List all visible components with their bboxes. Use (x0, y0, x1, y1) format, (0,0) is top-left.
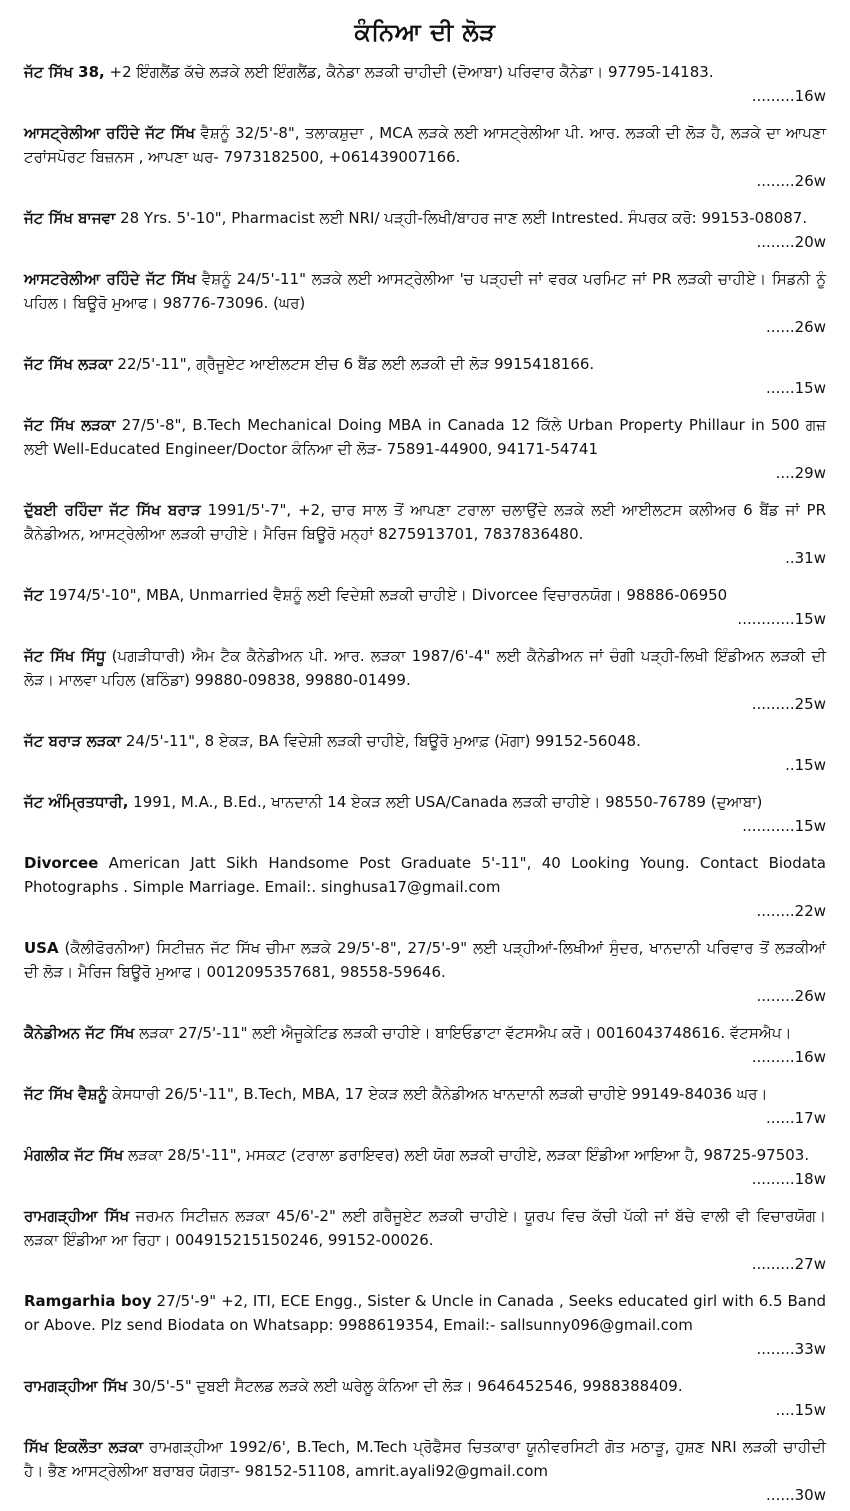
ad-lead: ਜੱਟ ਸਿੱਖ ਲੜਕਾ (24, 355, 113, 373)
ad-entry (24, 1374, 826, 1422)
ad-lead: ਆਸਟਰੇਲੀਆ ਰਹਿੰਦੇ ਜੱਟ ਸਿੱਖ (24, 270, 197, 288)
ad-word-count: ........26w (751, 987, 827, 1005)
ad-text: 1974/5'-10", MBA, Unmarried ਵੈਸ਼ਨੂੰ ਲਈ ਵਿਦੇਸ਼ੀ ਲੜਕੀ ਚਾਹੀਏ। Divorcee ਵਿਚਾਰਨਯੋਗ। 98886-06950 (43, 586, 728, 604)
ad-entry (24, 267, 826, 339)
ad-lead: ਕੈਨੇਡੀਅਨ ਜੱਟ ਸਿੱਖ (24, 1024, 135, 1042)
ad-text: ਲੜਕਾ 28/5'-11", ਮਸਕਟ (ਟਰਾਲਾ ਡਰਾਇਵਰ) ਲਈ ਯੋਗ ਲੜਕੀ ਚਾਹੀਏ, ਲੜਕਾ ਇੰਡੀਆ ਆਇਆ ਹੈ, 98725-97503. (123, 1146, 810, 1164)
ad-entry (24, 1435, 826, 1507)
ad-text: ਕੇਸਧਾਰੀ 26/5'-11", B.Tech, MBA, 17 ਏਕੜ ਲਈ ਕੈਨੇਡੀਅਨ ਖਾਨਦਾਨੀ ਲੜਕੀ ਚਾਹੀਏ 99149-84036 ਘਰ। (107, 1085, 768, 1103)
ad-word-count: .........18w (746, 1170, 826, 1188)
ad-word-count: ........20w (751, 233, 827, 251)
ad-word-count: .........16w (746, 1048, 826, 1066)
ad-text: ਵੈਸ਼ਨੂੰ 24/5'-11" ਲੜਕੇ ਲਈ ਆਸਟ੍ਰੇਲੀਆ 'ਚ ਪੜ੍ਹਦੀ ਜਾਂ ਵਰਕ ਪਰਮਿਟ ਜਾਂ PR ਲੜਕੀ ਚਾਹੀਏ। ਸਿਡਨੀ ਨੂੰ ਪਹਿਲ। ਬਿਊਰੋ ਮੁਆਫ। 98776-73096. (ਘਰ) (24, 270, 826, 312)
ad-text: 27/5'-9" +2, ITI, ECE Engg., Sister & Uncle in Canada , Seeks educated girl with 6.5 Band or Above. Plz send Biodata on Whatsapp: 9988619354, Email:- sallsunny096@gmail.com (24, 1292, 826, 1334)
ad-lead: Ramgarhia boy (24, 1292, 152, 1310)
ad-word-count: .........16w (746, 87, 826, 105)
ad-entry (24, 498, 826, 570)
ad-lead: USA (24, 939, 59, 957)
ad-text: 1991/5'-7", +2, ਚਾਰ ਸਾਲ ਤੋਂ ਆਪਣਾ ਟਰਾਲਾ ਚਲਾਉਂਦੇ ਲੜਕੇ ਲਈ ਆਈਲਟਸ ਕਲੀਅਰ 6 ਬੈਂਡ ਜਾਂ PR ਕੈਨੇਡੀਅਨ, ਆਸਟ੍ਰੇਲੀਆ ਲੜਕੀ ਚਾਹੀਏ। ਮੈਰਿਜ ਬਿਊਰੋ ਮਨ੍ਹਾਂ 8275913701, 7837836480. (24, 501, 826, 543)
ad-text: 27/5'-8", B.Tech Mechanical Doing MBA in Canada 12 ਕਿੱਲੇ Urban Property Phillaur in 500 ਗਜ਼ ਲਈ Well-Educated Engineer/Doctor ਕੰਨਿਆ ਦੀ ਲੋੜ- 75891-44900, 94171-54741 (24, 416, 827, 458)
ad-entry (24, 60, 826, 108)
ad-word-count: ....15w (770, 1401, 826, 1419)
ad-entry (24, 1082, 826, 1130)
ad-text: ਜਰਮਨ ਸਿਟੀਜ਼ਨ ਲੜਕਾ 45/6'-2" ਲਈ ਗਰੈਜੂਏਟ ਲੜਕੀ ਚਾਹੀਏ। ਯੂਰਪ ਵਿਚ ਕੱਚੀ ਪੱਕੀ ਜਾਂ ਬੱਚੇ ਵਾਲੀ ਵੀ ਵਿਚਾਰਯੋਗ। ਲੜਕਾ ਇੰਡੀਆ ਆ ਰਿਹਾ। 004915215150246, 99152-00026. (24, 1207, 826, 1249)
ad-entry (24, 1204, 826, 1276)
ad-text: +2 ਇੰਗਲੈਂਡ ਕੱਚੇ ਲੜਕੇ ਲਈ ਇੰਗਲੈਂਡ, ਕੈਨੇਡਾ ਲੜਕੀ ਚਾਹੀਦੀ (ਦੋਆਬਾ) ਪਰਿਵਾਰ ਕੈਨੇਡਾ। 97795-14183. (104, 63, 714, 81)
ad-lead: ਜੱਟ ਸਿੱਖ ਸਿੱਧੂ (24, 647, 106, 665)
ad-text: 24/5'-11", 8 ਏਕੜ, BA ਵਿਦੇਸ਼ੀ ਲੜਕੀ ਚਾਹੀਏ, ਬਿਊਰੋ ਮੁਆਫ਼ (ਮੋਗਾ) 99152-56048. (121, 732, 641, 750)
ad-entry (24, 206, 826, 254)
ad-lead: ਜੱਟ ਬਰਾੜ ਲੜਕਾ (24, 732, 122, 750)
ad-entry (24, 1021, 826, 1069)
ad-lead: ਜੱਟ ਸਿੱਖ 38, (24, 63, 105, 81)
ad-entry (24, 1289, 826, 1361)
ad-text: ਰਾਮਗੜ੍ਹੀਆ 1992/6', B.Tech, M.Tech ਪ੍ਰੋਫੈਸਰ ਚਿਤਕਾਰਾ ਯੂਨੀਵਰਸਿਟੀ ਗੋਤ ਮਠਾੜੂ, ਹੁਸ਼ਣ NRI ਲੜਕੀ ਚਾਹੀਦੀ ਹੈ। ਭੈਣ ਆਸਟ੍ਰੇਲੀਆ ਬਰਾਬਰ ਯੋਗਤਾ- 98152-51108, amrit.ayali92@gmail.com (24, 1438, 826, 1480)
ad-entry (24, 121, 826, 193)
ad-entry (24, 583, 826, 631)
ad-entry (24, 936, 826, 1008)
ad-entry (24, 1143, 826, 1191)
ad-text: 22/5'-11", ਗ੍ਰੈਜੂਏਟ ਆਈਲਟਸ ਈਚ 6 ਬੈਂਡ ਲਈ ਲੜਕੀ ਦੀ ਲੋੜ 9915418166. (112, 355, 595, 373)
ad-word-count: ..15w (779, 756, 826, 774)
ad-entry (24, 851, 826, 923)
ad-lead: ਜੱਟ ਸਿੱਖ ਬਾਜਵਾ (24, 209, 116, 227)
ad-text: 28 Yrs. 5'-10", Pharmacist ਲਈ NRI/ ਪੜ੍ਹੀ-ਲਿਖੀ/ਬਾਹਰ ਜਾਣ ਲਈ Intrested. ਸੰਪਰਕ ਕਰੋ: 99153-08087. (115, 209, 808, 227)
ad-text: American Jatt Sikh Handsome Post Graduate 5'-11", 40 Looking Young. Contact Biodata Photographs . Simple Marriage. Email:. singhusa17@gmail.com (24, 854, 826, 896)
page-title: ਕੰਨਿਆ ਦੀ ਲੋੜ (354, 18, 496, 46)
ad-lead: ਰਾਮਗੜ੍ਹੀਆ ਸਿੱਖ (24, 1377, 128, 1395)
ad-entry (24, 729, 826, 777)
ad-text: 1991, M.A., B.Ed., ਖਾਨਦਾਨੀ 14 ਏਕੜ ਲਈ USA/Canada ਲੜਕੀ ਚਾਹੀਏ। 98550-76789 (ਦੁਆਬਾ) (128, 793, 763, 811)
ad-lead: ਦੁੱਬਈ ਰਹਿੰਦਾ ਜੱਟ ਸਿੱਖ ਬਰਾੜ (24, 501, 201, 519)
ad-text: (ਕੈਲੀਫੋਰਨੀਆ) ਸਿਟੀਜ਼ਨ ਜੱਟ ਸਿੱਖ ਚੀਮਾ ਲੜਕੇ 29/5'-8", 27/5'-9" ਲਈ ਪੜ੍ਹੀਆਂ-ਲਿਖੀਆਂ ਸੁੰਦਰ, ਖਾਨਦਾਨੀ ਪਰਿਵਾਰ ਤੋਂ ਲੜਕੀਆਂ ਦੀ ਲੋੜ। ਮੈਰਿਜ ਬਿਊਰੋ ਮੁਆਫ। 0012095357681, 98558-59646. (24, 939, 826, 981)
ad-text: (ਪਗੜੀਧਾਰੀ) ਐਮ ਟੈਕ ਕੈਨੇਡੀਅਨ ਪੀ. ਆਰ. ਲੜਕਾ 1987/6'-4" ਲਈ ਕੈਨੇਡੀਅਨ ਜਾਂ ਚੰਗੀ ਪੜ੍ਹੀ-ਲਿਖੀ ਇੰਡੀਅਨ ਲੜਕੀ ਦੀ ਲੋੜ। ਮਾਲਵਾ ਪਹਿਲ (ਬਠਿੰਡਾ) 99880-09838, 99880-01499. (24, 647, 826, 689)
ad-word-count: ......26w (760, 318, 826, 336)
ad-entry (24, 644, 826, 716)
ad-word-count: ........22w (751, 902, 827, 920)
ad-text: 30/5'-5" ਦੁਬਈ ਸੈਟਲਡ ਲੜਕੇ ਲਈ ਘਰੇਲੂ ਕੰਨਿਆ ਦੀ ਲੋੜ। 9646452546, 9988388409. (127, 1377, 683, 1395)
ad-word-count: ........26w (751, 172, 827, 190)
ad-word-count: ............15w (731, 610, 826, 628)
ad-text: ਵੈਸ਼ਨੂੰ 32/5'-8", ਤਲਾਕਸ਼ੁਦਾ , MCA ਲੜਕੇ ਲਈ ਆਸਟ੍ਰੇਲੀਆ ਪੀ. ਆਰ. ਲੜਕੀ ਦੀ ਲੋੜ ਹੈ, ਲੜਕੇ ਦਾ ਆਪਣਾ ਟਰਾਂਸਪੋਰਟ ਬਿਜ਼ਨਸ , ਆਪਣਾ ਘਰ- 7973182500, +061439007166. (24, 124, 826, 166)
ad-lead: ਜੱਟ ਸਿੱਖ ਵੈਸ਼ਨੂੰ (24, 1085, 108, 1103)
ad-lead: ਮੰਗਲੀਕ ਜੱਟ ਸਿੱਖ (24, 1146, 124, 1164)
ad-word-count: ......15w (760, 379, 826, 397)
ad-entry (24, 352, 826, 400)
ad-word-count: ....29w (770, 464, 826, 482)
ad-text: ਲੜਕਾ 27/5'-11" ਲਈ ਐਜੂਕੇਟਿਡ ਲੜਕੀ ਚਾਹੀਏ। ਬਾਇਓਡਾਟਾ ਵੱਟਸਐਪ ਕਰੋ। 0016043748616. ਵੱਟਸਐਪ। (134, 1024, 792, 1042)
ad-word-count: ..31w (779, 549, 826, 567)
ad-word-count: ......30w (760, 1486, 826, 1504)
ad-lead: ਰਾਮਗੜ੍ਹੀਆ ਸਿੱਖ (24, 1207, 130, 1225)
ad-entry (24, 790, 826, 838)
ads-list (24, 60, 826, 1507)
ad-word-count: ...........15w (736, 817, 826, 835)
ad-lead: Divorcee (24, 854, 99, 872)
ad-lead: ਆਸਟ੍ਰੇਲੀਆ ਰਹਿੰਦੇ ਜੱਟ ਸਿੱਖ (24, 124, 196, 142)
ad-word-count: .........25w (746, 695, 826, 713)
ad-lead: ਜੱਟ (24, 586, 44, 604)
ad-entry (24, 413, 826, 485)
ad-lead: ਜੱਟ ਸਿੱਖ ਲੜਕਾ (24, 416, 116, 434)
ad-lead: ਜੱਟ ਅੰਮ੍ਰਿਤਧਾਰੀ, (24, 793, 129, 811)
ad-word-count: ........33w (751, 1340, 827, 1358)
ad-lead: ਸਿੱਖ ਇਕਲੌਤਾ ਲੜਕਾ (24, 1438, 144, 1456)
ad-word-count: .........27w (746, 1255, 826, 1273)
ad-word-count: ......17w (760, 1109, 826, 1127)
